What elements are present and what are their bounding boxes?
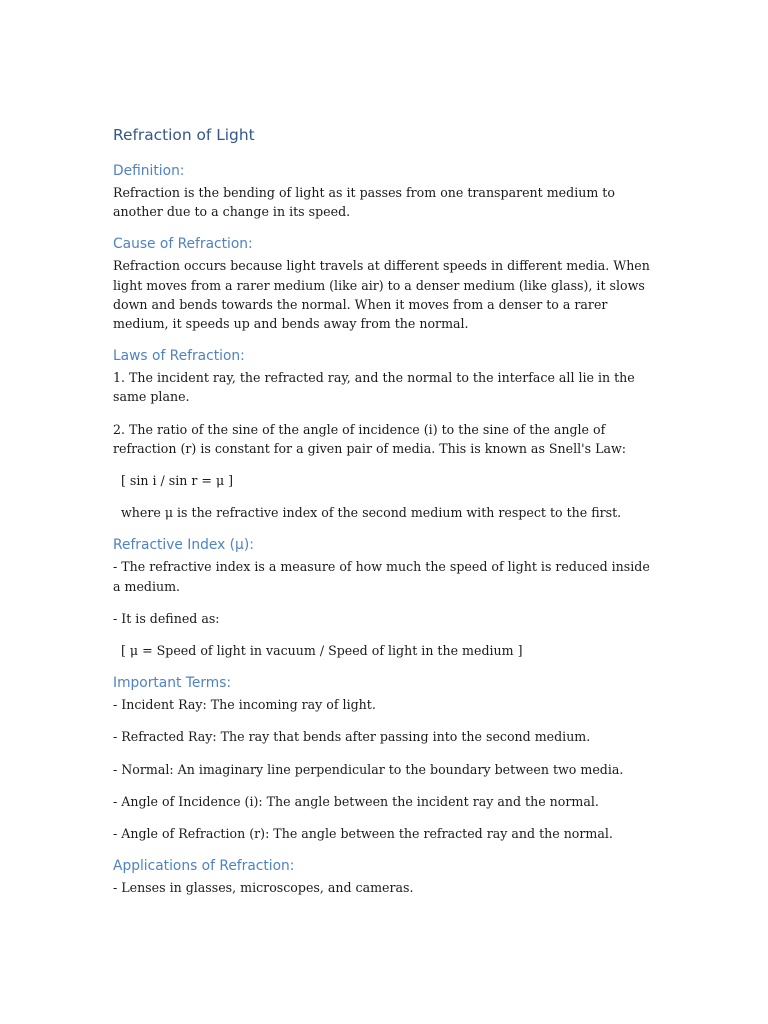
section-refractive-index [113, 534, 658, 660]
list-item: - Incident Ray: The incoming ray of light. [113, 697, 376, 713]
list-item: - Normal: An imaginary line perpendicular to the boundary between two media. [113, 761, 624, 777]
list-item: - Angle of Refraction (r): The angle between the refracted ray and the normal. [113, 826, 613, 842]
paragraph: - The refractive index is a measure of how much the speed of light is reduced inside a medium. [113, 559, 650, 594]
paragraph: Refraction is the bending of light as it passes from one transparent medium to another due to a change in its speed. [113, 185, 615, 220]
paragraph: Refraction occurs because light travels at different speeds in different media. When light moves from a rarer medium (like air) to a denser medium (like glass), it slows down and bends towards the normal. When it moves from a denser to a rarer medium, it speeds up and bends away from the normal. [113, 258, 650, 332]
section-heading: Applications of Refraction: [113, 858, 295, 875]
section-heading: Cause of Refraction: [113, 236, 253, 253]
paragraph: where μ is the refractive index of the second medium with respect to the first. [121, 505, 622, 521]
section-applications [113, 855, 658, 897]
section-cause-of-refraction [113, 233, 658, 333]
document-title: Refraction of Light [113, 126, 255, 144]
paragraph: 1. The incident ray, the refracted ray, and the normal to the interface all lie in the same plane. [113, 370, 635, 405]
paragraph: 2. The ratio of the sine of the angle of incidence (i) to the sine of the angle of refraction (r) is constant for a given pair of media. This is known as Snell's Law: [113, 421, 626, 456]
paragraph: - It is defined as: [113, 610, 220, 626]
document-page [113, 122, 658, 897]
formula-snells-law: [ sin i / sin r = μ ] [121, 473, 234, 489]
list-item: - Lenses in glasses, microscopes, and cameras. [113, 880, 414, 896]
section-heading: Laws of Refraction: [113, 348, 245, 365]
formula-refractive-index: [ μ = Speed of light in vacuum / Speed of light in the medium ] [121, 643, 523, 659]
list-item: - Angle of Incidence (i): The angle between the incident ray and the normal. [113, 793, 599, 809]
section-heading: Refractive Index (μ): [113, 537, 254, 554]
section-important-terms [113, 672, 658, 843]
section-heading: Definition: [113, 163, 185, 179]
list-item: - Refracted Ray: The ray that bends after passing into the second medium. [113, 729, 591, 745]
section-definition [113, 160, 658, 221]
section-laws-of-refraction [113, 345, 658, 522]
section-heading: Important Terms: [113, 675, 232, 692]
